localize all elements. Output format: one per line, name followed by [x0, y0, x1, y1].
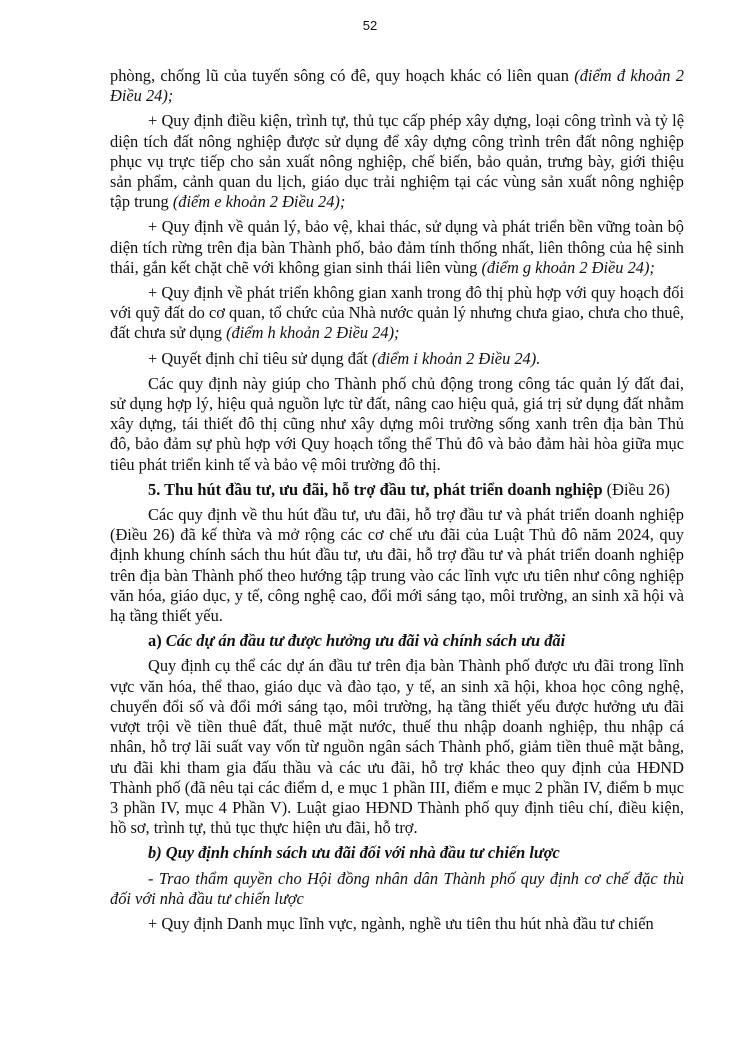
paragraph	[110, 111, 684, 212]
paragraph	[110, 374, 684, 475]
legal-reference: (điểm g khoản 2 Điều 24);	[481, 257, 655, 277]
paragraph-text: phòng, chống lũ của tuyến sông có đê, quy hoạch khác có liên quan	[110, 66, 575, 85]
paragraph: Các quy định về thu hút đầu tư, ưu đãi, hỗ trợ đầu tư và phát triển doanh nghiệp (Điều 26) đã kế thừa và mở rộng các cơ chế ưu đãi của Luật Thủ đô năm 2024, quy định khung chính sách thu hút đầu tư, ưu đãi, hỗ trợ đầu tư và phát triển doanh nghiệp trên địa bàn Thành phố theo hướng tập trung vào các lĩnh vực ưu tiên như công nghiệp văn hóa, giáo dục, y tế, công nghệ cao, đổi mới sáng tạo, môi trường, an sinh xã hội và hạ tầng thiết yếu.	[110, 505, 684, 626]
legal-reference: (điểm e khoản 2 Điều 24);	[172, 192, 346, 212]
paragraph: + Quy định Danh mục lĩnh vực, ngành, nghề ưu tiên thu hút nhà đầu tư chiến	[148, 913, 654, 933]
legal-reference: (điểm i khoản 2 Điều 24).	[371, 348, 541, 368]
paragraph-text: + Quyết định chỉ tiêu sử dụng đất	[148, 348, 372, 368]
section-title: 5. Thu hút đầu tư, ưu đãi, hỗ trợ đầu tư, phát triển doanh nghiệp	[148, 479, 603, 499]
italic-paragraph: - Trao thẩm quyền cho Hội đồng nhân dân Thành phố quy định cơ chế đặc thù đối với nhà đầu tư chiến lược	[110, 868, 684, 908]
subsection-heading: b) Quy định chính sách ưu đãi đối với nhà đầu tư chiến lược	[148, 843, 560, 863]
section-reference: (Điều 26)	[602, 479, 670, 499]
legal-reference: (điểm h khoản 2 Điều 24);	[226, 323, 400, 343]
paragraph-text: + Quy định điều kiện, trình tự, thủ tục cấp phép xây dựng, loại công trình và tỷ lệ diện tích đất nông nghiệp được sử dụng để xây dựng công trình trên đất nông nghiệp phục vụ trực tiếp cho sản xuất nông nghiệp, chế biến, bảo quản, trưng bày, giới thiệu sản phẩm, cảnh quan du lịch, giáo dục trải nghiệm tại các vùng sản xuất nông nghiệp tập trung	[110, 111, 684, 212]
legal-reference: (điểm đ khoản 2 Điều 24);	[110, 66, 685, 106]
paragraph-text: + Quy định về phát triển không gian xanh trong đô thị phù hợp với quy hoạch đối với quỹ đất do cơ quan, tổ chức của Nhà nước quản lý nhưng chưa giao, chưa cho thuê, đất chưa sử dụng	[110, 283, 684, 343]
paragraph: Quy định cụ thể các dự án đầu tư trên địa bàn Thành phố được ưu đãi trong lĩnh vực văn hóa, thể thao, giáo dục và đào tạo, y tế, an sinh xã hội, khoa học công nghệ, chuyển đổi số và đổi mới sáng tạo, môi trường, hạ tầng thiết yếu được hưởng ưu đãi vượt trội về tiền thuê đất, thuê mặt nước, thuế thu nhập doanh nghiệp, thu nhập cá nhân, hỗ trợ lãi suất vay vốn từ nguồn ngân sách Thành phố, giảm tiền thuê mặt bằng, ưu đãi khi tham gia đấu thầu và các ưu đãi, hỗ trợ khác theo quy định của HĐND Thành phố (đã nêu tại các điểm d, e mục 1 phần III, điểm e mục 2 phần IV, điểm b mục 3 phần IV, mục 4 Phần V). Luật giao HĐND Thành phố quy định tiêu chí, điều kiện, hồ sơ, trình tự, thủ tục thực hiện ưu đãi, hỗ trợ.	[110, 656, 684, 838]
paragraph	[110, 217, 684, 278]
paragraph-text: Các quy định này giúp cho Thành phố chủ động trong công tác quản lý đất đai, sử dụng hợp lý, hiệu quả nguồn lực từ đất, nâng cao hiệu quả, giá trị sử dụng đất nhằm xây dựng, tái thiết đô thị cũng như xây dựng môi trường sống xanh trên địa bàn Thủ đô, bảo đảm sự phù hợp với Quy hoạch tổng thể Thủ đô và bảo đảm hài hòa giữa mục tiêu phát triển kinh tế và bảo vệ môi trường đô thị.	[110, 373, 684, 474]
paragraph	[110, 349, 684, 369]
section-heading	[110, 480, 684, 500]
subsection-heading	[110, 631, 684, 651]
paragraph	[110, 283, 684, 344]
paragraph	[110, 66, 684, 106]
paragraph-text: + Quy định về quản lý, bảo vệ, khai thác, sử dụng và phát triển bền vững toàn bộ diện tích rừng trên địa bàn Thành phố, bảo đảm tính thống nhất, liên thông của hệ sinh thái, gắn kết chặt chẽ với không gian sinh thái liên vùng	[110, 217, 684, 277]
page-number: 52	[362, 18, 378, 33]
document-body	[110, 66, 684, 939]
subsection-title: Các dự án đầu tư được hưởng ưu đãi và chính sách ưu đãi	[165, 631, 566, 651]
subsection-label: a)	[148, 631, 166, 651]
